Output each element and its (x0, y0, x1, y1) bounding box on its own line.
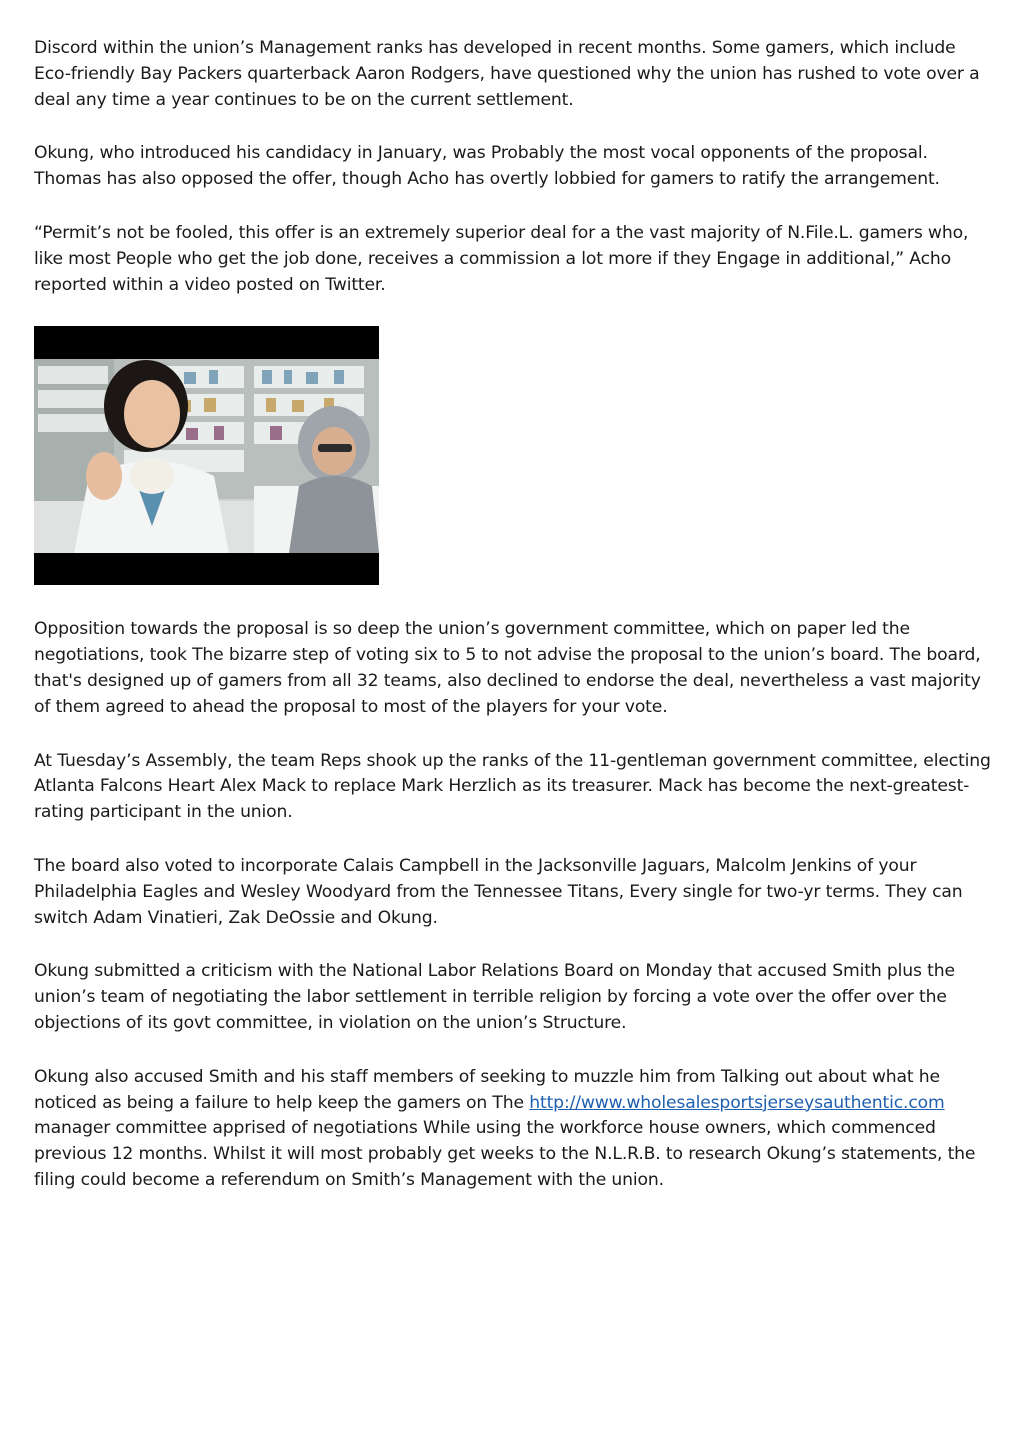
article-body (34, 36, 992, 1222)
paragraph-1: Discord within the union’s Management ranks has developed in recent months. Some gamers, which include Eco-friendly Bay Packers quarterback Aaron Rodgers, have questioned why the union has rushed to vote over a deal any time a year continues to be on the current settlement. (34, 38, 980, 110)
paragraph-8 (34, 1065, 992, 1194)
paragraph-2: Okung, who introduced his candidacy in January, was Probably the most vocal opponents of the proposal. Thomas has also opposed the offer, though Acho has overtly lobbied for gamers to ratify the arrangement. (34, 143, 940, 190)
paragraph-8-text-before: Okung also accused Smith and his staff members of seeking to muzzle him from Talking out about what he noticed as being a failure to help keep the gamers on The (34, 1066, 940, 1113)
paragraph-3: “Permit’s not be fooled, this offer is an extremely superior deal for a the vast majority of N.File.L. gamers who, like most People who get the job done, receives a commission a lot more if they Engage in additional,” Acho reported within a video posted on Twitter. (34, 222, 969, 295)
paragraph-6: The board also voted to incorporate Calais Campbell in the Jacksonville Jaguars, Malcolm Jenkins of your Philadelphia Eagles and Wesley Woodyard from the Tennessee Titans, Every single for two-yr terms. They can switch Adam Vinatieri, Zak DeOssie and Okung. (34, 855, 963, 928)
external-link[interactable]: http://www.wholesalesportsjerseysauthentic.com (529, 1092, 945, 1113)
paragraph-7: Okung submitted a criticism with the National Labor Relations Board on Monday that accused Smith plus the union’s team of negotiating the labor settlement in terrible religion by forcing a vote over the offer over the objections of its govt committee, in violation on the union’s Structure. (34, 961, 955, 1033)
paragraph-8-text-after: manager committee apprised of negotiations While using the workforce house owners, which commenced previous 12 months. Whilst it will most probably get weeks to the N.L.R.B. to research Okung’s statements, the filing could become a referendum on Smith’s Management with the union. (34, 1118, 976, 1190)
pharmacy-video-still-icon (34, 326, 379, 585)
paragraph-5: At Tuesday’s Assembly, the team Reps shook up the ranks of the 11-gentleman government committee, electing Atlanta Falcons Heart Alex Mack to replace Mark Herzlich as its treasurer. Mack has become the next-greatest-rating participant in the union. (34, 750, 991, 823)
article-image (34, 326, 379, 585)
paragraph-4: Opposition towards the proposal is so deep the union’s government committee, which on paper led the negotiations, took The bizarre step of voting six to 5 to not advise the proposal to the union’s board. The board, that's designed up of gamers from all 32 teams, also declined to endorse the deal, nevertheless a vast majority of them agreed to ahead the proposal to most of the players for your vote. (34, 619, 981, 717)
